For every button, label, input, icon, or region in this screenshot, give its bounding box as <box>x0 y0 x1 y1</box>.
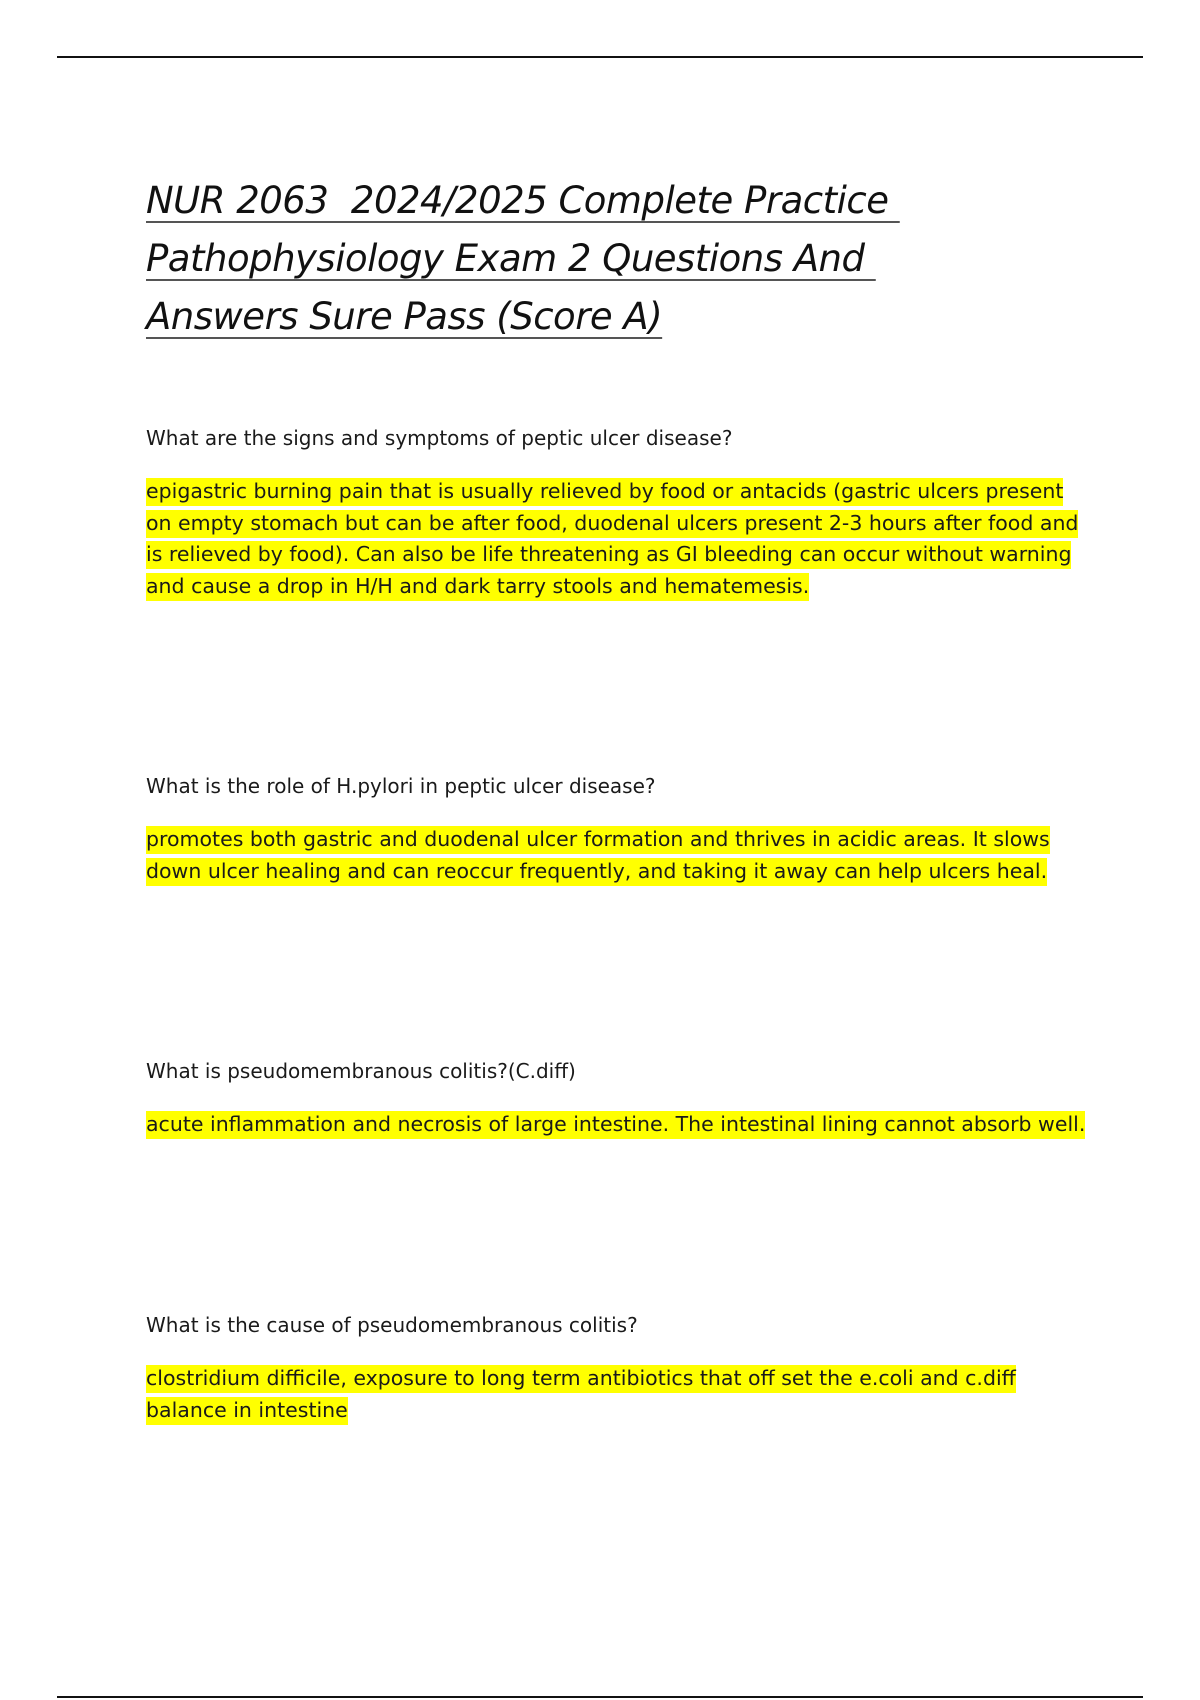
answer-text <box>146 1109 1086 1141</box>
answer-highlight: epigastric burning pain that is usually relieved by food or antacids (gastric ulcers present on empty stomach but can be after food, duodenal ulcers present 2-3 hours after food and is relieved by food). Can also be life threatening as GI bleeding can occur without warning and cause a drop in H/H and dark tarry stools and hematemesis. <box>146 478 1078 601</box>
answer-text <box>146 824 1086 887</box>
qa-item <box>146 1057 1086 1141</box>
answer-highlight: clostridium difficile, exposure to long term antibiotics that off set the e.coli and c.diff balance in intestine <box>146 1365 1016 1425</box>
footer-rule <box>57 1696 1143 1698</box>
question-text: What are the signs and symptoms of peptic ulcer disease? <box>146 426 733 450</box>
qa-item <box>146 1311 1086 1426</box>
header-rule <box>57 56 1143 58</box>
document-title: NUR 2063 2024/2025 Complete Practice Pathophysiology Exam 2 Questions And Answers Sure Pass (Score A) <box>146 179 900 338</box>
answer-highlight: acute inflammation and necrosis of large intestine. The intestinal lining cannot absorb well. <box>146 1111 1085 1139</box>
answer-highlight: promotes both gastric and duodenal ulcer formation and thrives in acidic areas. It slows down ulcer healing and can reoccur frequently, and taking it away can help ulcers heal. <box>146 826 1050 886</box>
answer-text <box>146 476 1086 602</box>
question-text: What is the cause of pseudomembranous colitis? <box>146 1313 638 1337</box>
qa-item <box>146 772 1086 887</box>
title-block <box>146 172 1086 346</box>
question-text: What is pseudomembranous colitis?(C.diff) <box>146 1059 576 1083</box>
question-text: What is the role of H.pylori in peptic ulcer disease? <box>146 774 656 798</box>
qa-item <box>146 424 1086 602</box>
answer-text <box>146 1363 1086 1426</box>
